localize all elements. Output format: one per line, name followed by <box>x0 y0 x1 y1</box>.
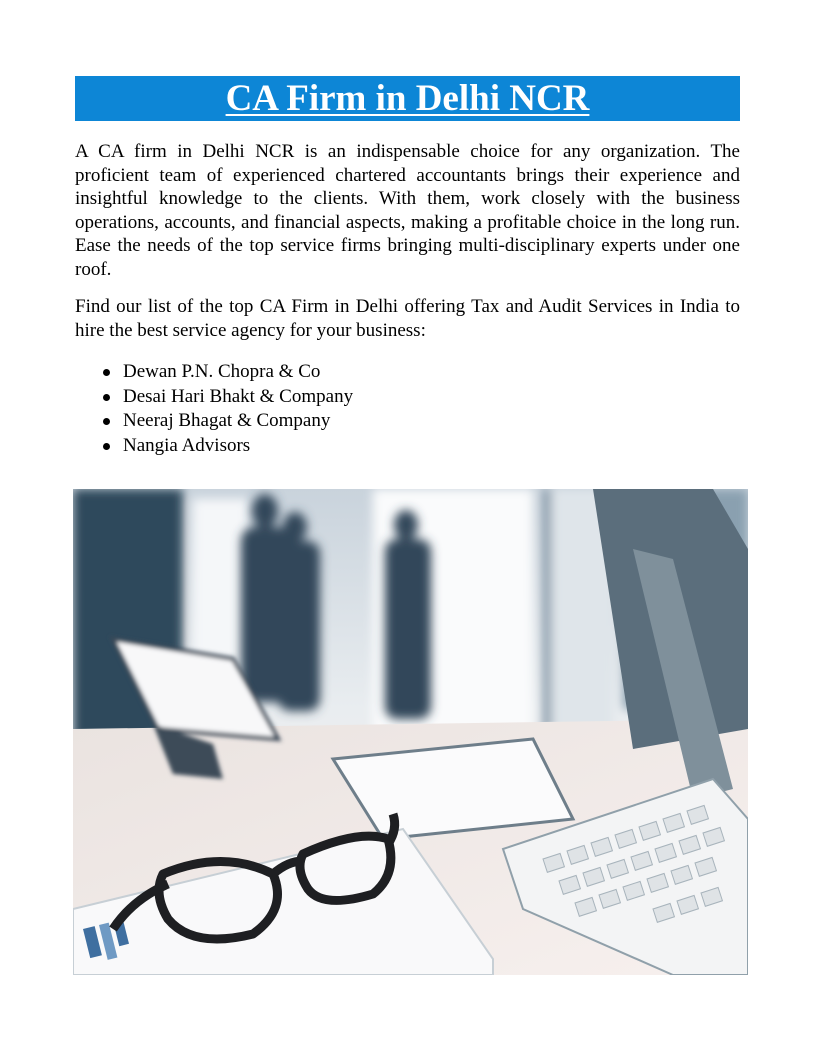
firm-name: Dewan P.N. Chopra & Co <box>123 361 321 382</box>
bullet-icon <box>103 443 110 450</box>
list-intro-paragraph: Find our list of the top CA Firm in Delhi offering Tax and Audit Services in India to hire the best service agency for your business: <box>75 296 740 341</box>
list-item <box>75 409 353 434</box>
intro-paragraph: A CA firm in Delhi NCR is an indispensable choice for any organization. The proficient team of experienced chartered accountants brings their experience and insightful knowledge to the clients. With them, work closely with the business operations, accounts, and financial aspects, making a profitable choice in the long run. Ease the needs of the top service firms bringing multi-disciplinary experts under one roof. <box>75 141 740 280</box>
bullet-icon <box>103 418 110 425</box>
bullet-icon <box>103 394 110 401</box>
firm-name: Nangia Advisors <box>123 434 251 456</box>
list-item <box>75 385 353 410</box>
office-photo <box>73 489 748 975</box>
bullet-icon <box>103 369 110 376</box>
page-title-link[interactable]: CA Firm in Delhi NCR <box>225 78 590 119</box>
title-banner <box>75 76 740 121</box>
firm-name: Neeraj Bhagat & Company <box>123 410 331 431</box>
firm-list <box>75 360 353 458</box>
firm-name: Desai Hari Bhakt & Company <box>123 385 354 407</box>
list-item <box>75 434 353 459</box>
list-item <box>75 360 353 385</box>
